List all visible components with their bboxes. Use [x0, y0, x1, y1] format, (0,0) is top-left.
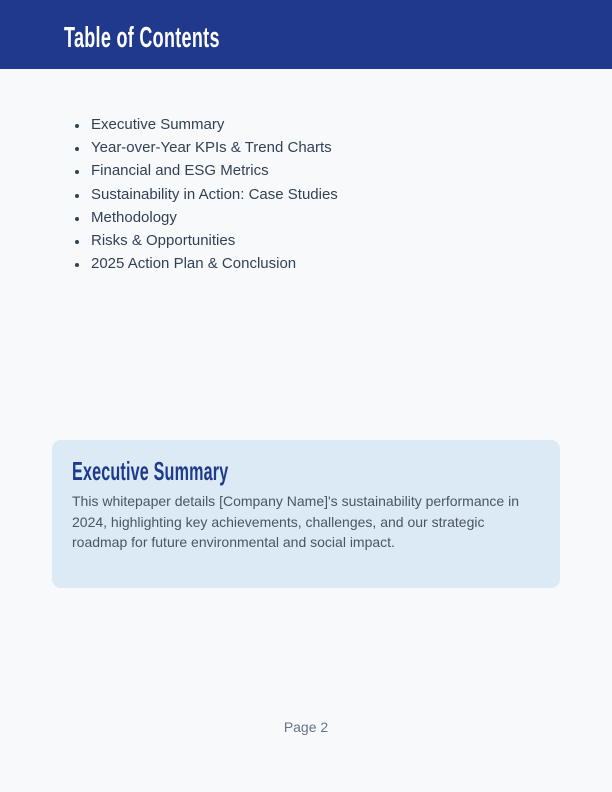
executive-summary-card [52, 440, 560, 588]
page-header [0, 0, 612, 69]
toc-item: • Sustainability in Action: Case Studies [89, 183, 560, 206]
toc-item: • Risks & Opportunities [89, 229, 560, 252]
card-heading-wrap [72, 456, 540, 487]
toc-item: • 2025 Action Plan & Conclusion [89, 252, 560, 275]
card-body-text: This whitepaper details [Company Name]'s sustainability performance in 2024, highlighting key achievements, challenges, and our strategic roadmap for future environmental and social impact. [72, 493, 519, 550]
toc-item: • Financial and ESG Metrics [89, 159, 560, 182]
toc-list [52, 113, 560, 275]
toc-item: • Methodology [89, 206, 560, 229]
page-title: Table of Contents [64, 22, 220, 54]
page-title-wrap [64, 24, 315, 53]
page-number: Page 2 [283, 719, 329, 735]
toc-item: • Year-over-Year KPIs & Trend Charts [89, 136, 560, 159]
toc-item: • Executive Summary [89, 113, 560, 136]
card-heading: Executive Summary [72, 456, 229, 486]
